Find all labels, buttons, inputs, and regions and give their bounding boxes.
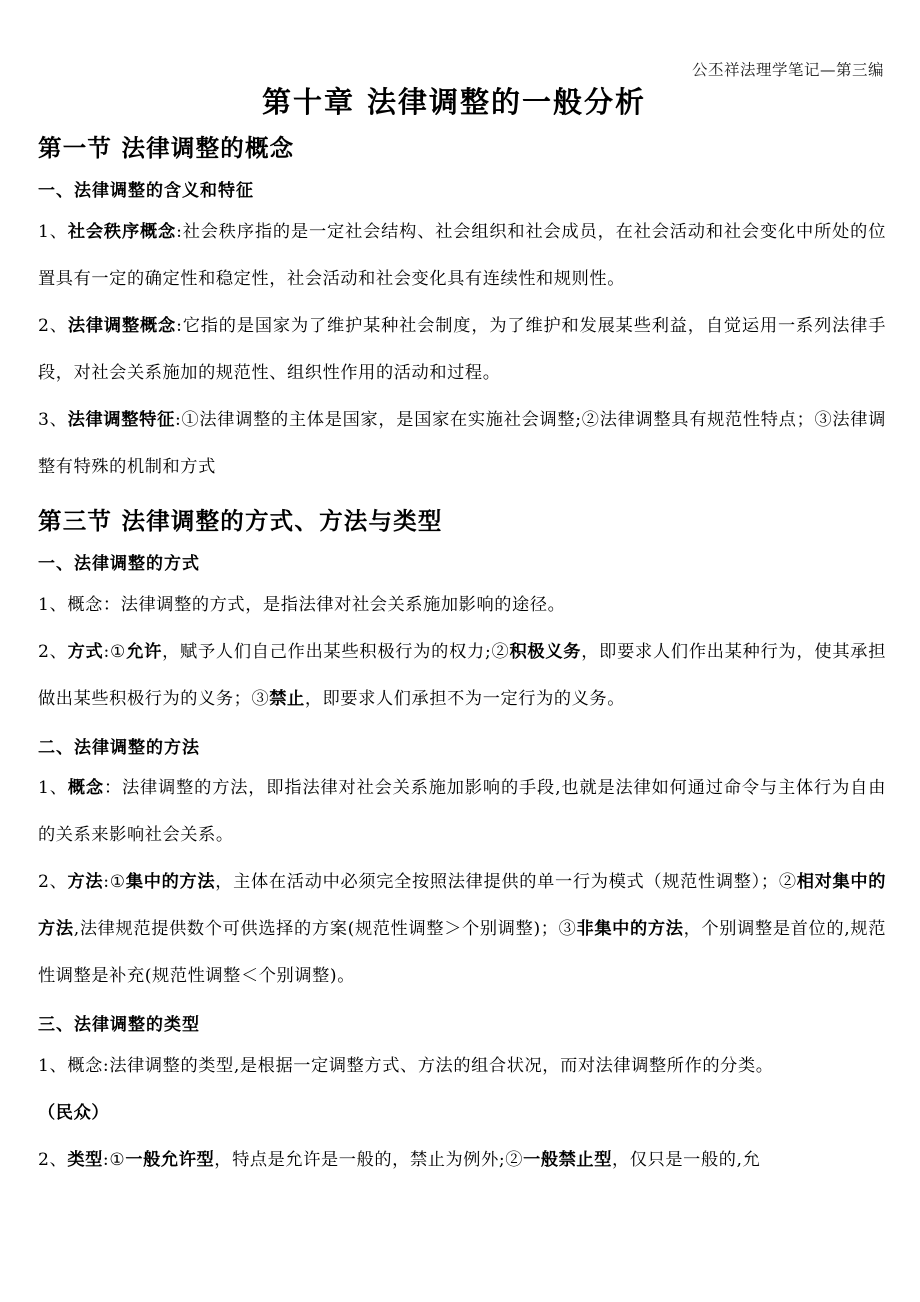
item-body-rich [38,642,886,709]
body-run: ，主体在活动中必须完全按照法律提供的单一行为模式（规范性调整）；② [215,872,797,893]
body-run: ,法律规范提供数个可供选择的方案(规范性调整＞个别调整)；③ [73,919,577,940]
body-run: ① [109,1149,126,1170]
paragraph-s3-3-item2 [38,1137,886,1184]
item-number: 1、 [38,778,68,799]
item-term: 概念 [67,778,104,799]
paragraph-s3-2-item1 [38,765,886,859]
paragraph-s3-3-item1 [38,1043,886,1090]
note-text: （民众） [38,1102,110,1123]
item-number: 1、 [38,594,68,615]
body-run: ，特点是允许是一般的，禁止为例外;② [214,1149,524,1170]
item-separator: ： [102,594,121,615]
item-separator: : [176,315,183,336]
emphasis-term: 一般禁止型 [523,1149,613,1170]
item-number: 2、 [38,1149,68,1170]
item-body: 它指的是国家为了维护某种社会制度，为了维护和发展某些利益，自觉运用一系列法律手段，对社会关系施加的规范性、组织性作用的活动和过程。 [38,315,886,383]
item-body: 社会秩序指的是一定社会结构、社会组织和社会成员，在社会活动和社会变化中所处的位置具有一定的确定性和稳定性，社会活动和社会变化具有连续性和规则性。 [38,221,886,289]
body-run: ，仅只是一般的,允 [612,1149,761,1170]
item-separator: ： [103,778,122,799]
emphasis-term: 相对集中的方法 [38,872,887,940]
body-run: ① [109,641,127,662]
document-body [38,82,886,1184]
item-term: 概念 [67,1055,103,1076]
section-heading-3: 第三节 法律调整的方式、方法与类型 [38,506,443,535]
item-separator: : [102,1149,110,1170]
item-term: 社会秩序概念 [67,221,177,242]
item-term: 类型 [67,1149,103,1170]
item-separator: : [102,1055,110,1076]
emphasis-term: 允许 [126,641,163,662]
item-term: 方式 [67,641,104,662]
block-spacer [38,491,886,498]
item-term: 法律调整概念 [67,315,177,336]
item-term: 概念 [67,594,103,615]
sub-heading-1-1: 一、法律调整的含义和特征 [38,181,254,202]
item-separator: : [174,409,182,430]
item-body: ①法律调整的主体是国家，是国家在实施社会调整;②法律调整具有规范性特点；③法律调整有特殊的机制和方式 [38,409,886,477]
item-separator: : [176,221,183,242]
item-number: 1、 [38,221,68,242]
emphasis-term: 集中的方法 [125,872,216,893]
body-run: ，赋予人们自己作出某些积极行为的权力;② [162,641,510,662]
section-heading-1: 第一节 法律调整的概念 [38,134,295,163]
body-run: ，即要求人们作出某种行为，使其承担做出某些积极行为的义务；③ [38,641,886,709]
item-term: 方法 [67,872,104,893]
emphasis-term: 积极义务 [509,641,582,662]
sub-heading-3-1: 一、法律调整的方式 [38,554,200,575]
paragraph-s3-3-note [38,1090,886,1137]
sub-heading-3-2: 二、法律调整的方法 [38,737,200,758]
item-separator: : [103,641,110,662]
item-number: 1、 [38,1055,68,1076]
running-header: 公丕祥法理学笔记—第三编 [691,61,884,79]
paragraph-s1-item1 [38,209,886,303]
chapter-title: 第十章 法律调整的一般分析 [261,85,647,119]
item-body: 法律调整的类型,是根据一定调整方式、方法的组合状况，而对法律调整所作的分类。 [109,1055,774,1076]
item-number: 2、 [38,641,68,662]
paragraph-s1-item2 [38,303,886,397]
emphasis-term: 非集中的方法 [576,919,684,940]
sub-heading-3-3: 三、法律调整的类型 [38,1015,200,1036]
item-number: 2、 [38,315,68,336]
paragraph-s3-1-item1 [38,582,886,629]
item-term: 法律调整特征 [67,409,175,430]
item-number: 3、 [38,409,68,430]
body-run: ，个别调整是首位的,规范性调整是补充(规范性调整＜个别调整)。 [38,919,886,987]
item-number: 2、 [38,872,68,893]
item-body-rich [38,872,886,986]
paragraph-s1-item3 [38,397,886,491]
emphasis-term: 一般允许型 [125,1149,215,1170]
emphasis-term: 禁止 [269,688,305,709]
item-body-rich [109,1150,760,1170]
item-body: 法律调整的方法，即指法律对社会关系施加影响的手段,也就是法律如何通过命令与主体行为自由的关系来影响社会关系。 [38,778,886,846]
paragraph-s3-1-item2 [38,629,886,723]
body-run: ① [109,872,126,893]
item-separator: : [103,872,110,893]
item-body: 法律调整的方式，是指法律对社会关系施加影响的途径。 [120,594,566,615]
paragraph-s3-2-item2 [38,859,886,1000]
body-run: ，即要求人们承担不为一定行为的义务。 [304,688,626,709]
